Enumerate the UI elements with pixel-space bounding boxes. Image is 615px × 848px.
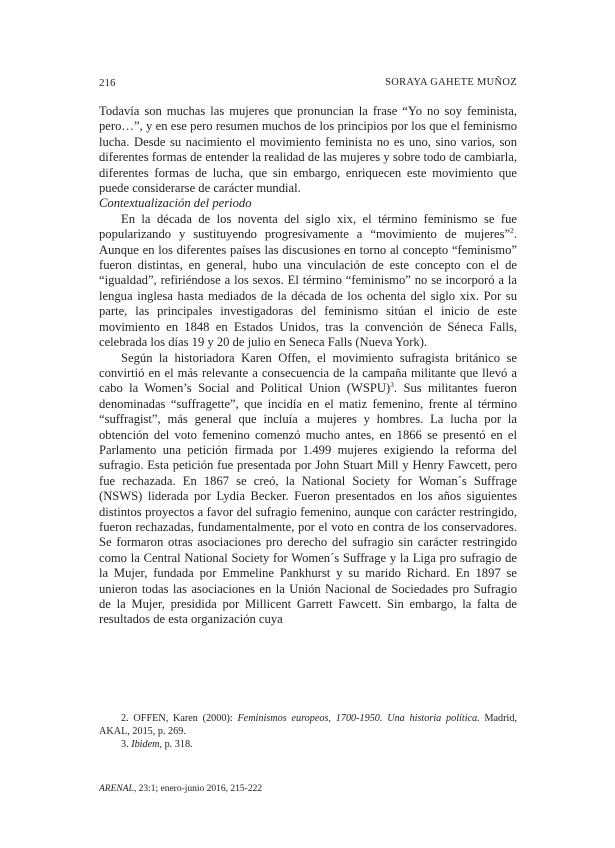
- journal-name: ARENAL: [99, 784, 134, 794]
- footnotes: [99, 712, 517, 752]
- footnote-3: [99, 738, 517, 751]
- footnote-ref-2[interactable]: 2: [510, 226, 514, 236]
- footnote-2: [99, 712, 517, 738]
- footnote-2-number: 2.: [121, 713, 129, 724]
- footnote-2-author: OFFEN, Karen (2000):: [133, 713, 233, 724]
- paragraph-1-text-a: En la década de los noventa del siglo xix, el término feminismo se fue popularizando y sustituyendo progresivamente a “movimiento de mujeres”: [99, 211, 517, 242]
- main-text: [99, 104, 517, 628]
- footnote-2-details: Madrid, AKAL, 2015, p. 269.: [99, 713, 518, 738]
- paragraph-1: [99, 212, 517, 351]
- page-number: 216: [99, 77, 116, 89]
- journal-citation: , 23:1; enero-junio 2016, 215-222: [133, 784, 263, 794]
- footnote-ref-3[interactable]: 3: [390, 380, 394, 390]
- running-head-author: SORAYA GAHETE MUÑOZ: [385, 77, 517, 88]
- intro-paragraph: Todavía son muchas las mujeres que pronuncian la frase “Yo no soy feminista, pero…”, y en ese pero resumen muchos de los principios por los que el feminismo lucha. Desde su nacimiento el movimiento feminista no es uno, sino varios, son diferentes formas de entender la realidad de las mujeres y sobre todo de cambiarla, diferentes formas de lucha, que sin embargo, enriquecen este movimiento que puede considerarse de carácter mundial.: [99, 104, 517, 196]
- section-heading: Contextualización del periodo: [99, 196, 252, 211]
- footnote-2-title: Feminismos europeos, 1700-1950. Una historia política.: [237, 713, 480, 724]
- paragraph-1-text-b: . Aunque en los diferentes países las discusiones en torno al concepto “feminismo” fueron distintas, en general, hubo una vinculación de este concepto con el de “igualdad”, refiriéndose a los sexos. El término “feminismo” no se incorporó a la lengua inglesa hasta mediados de la década de los ochenta del siglo xix. Por su parte, las principales investigadoras del feminismo sitúan el inicio de este movimiento en 1848 en Estados Unidos, tras la convención de Séneca Falls, celebrada los días 19 y 20 de julio en Seneca Falls (Nueva York).: [99, 227, 517, 350]
- running-header: [99, 77, 517, 89]
- footnote-3-details: , p. 318.: [159, 739, 193, 751]
- footnote-3-number: 3.: [121, 739, 129, 751]
- paragraph-2: [99, 351, 517, 628]
- page-footer: [99, 784, 517, 794]
- footnote-3-title: Ibidem: [131, 739, 160, 751]
- paragraph-2-text-a: Según la historiadora Karen Offen, el movimiento sufragista británico se convirtió en el más relevante a consecuencia de la campaña militante que llevó a cabo la Women’s Social and Political Union (WSPU): [99, 350, 517, 396]
- paragraph-2-text-b: . Sus militantes fueron denominadas “suffragette”, que incidía en el matiz femenino, frente al término “suffragist”, más general que incluía a mujeres y hombres. La lucha por la obtención del voto femenino comenzó mucho antes, en 1866 se presentó en el Parlamento una petición firmada por 1.499 mujeres exigiendo la reforma del sufragio. Esta petición fue presentada por John Stuart Mill y Henry Fawcett, pero fue rechazada. En 1867 se creó, la National Society for Woman´s Suffrage (NSWS) liderada por Lydia Becker. Fueron presentados en los años siguientes distintos proyectos a favor del sufragio femenino, aunque con carácter restringido, fueron rechazadas, fundamentalmente, por el voto en contra de los conservadores. Se formaron otras asociaciones pro derecho del sufragio sin carácter restringido como la Central National Society for Women´s Suffrage y la Liga pro sufragio de la Mujer, fundada por Emmeline Pankhurst y su marido Richard. En 1897 se unieron todas las asociaciones en la Unión Nacional de Sociedades pro Sufragio de la Mujer, presidida por Millicent Garrett Fawcett. Sin embargo, la falta de resultados de esta organización cuya: [99, 381, 517, 627]
